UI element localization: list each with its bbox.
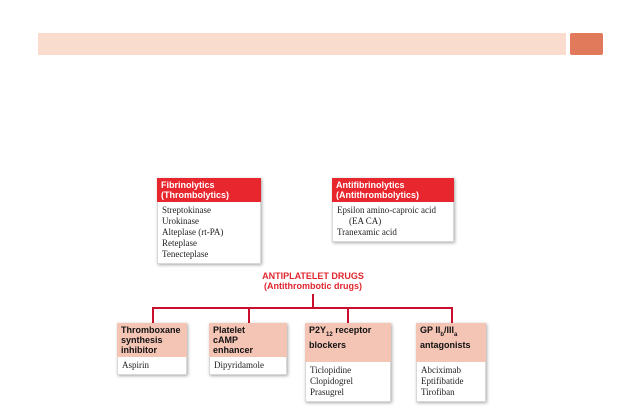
connector-horizontal — [152, 307, 453, 309]
fibrinolytics-header — [157, 178, 261, 202]
fibrinolytics-box — [157, 178, 261, 264]
list-item: Prasugrel — [310, 386, 344, 397]
fibrinolytics-subtitle: (Thrombolytics) — [161, 190, 230, 200]
list-item: Aspirin — [122, 360, 149, 370]
category-title-line: inhibitor — [121, 345, 157, 355]
category-title-line: Platelet — [213, 325, 246, 335]
list-item: Epsilon amino-caproic acid — [337, 205, 436, 215]
category-title-line: synthesis — [121, 335, 163, 345]
list-item: Eptifibatide — [421, 375, 464, 386]
category-header — [209, 323, 287, 357]
category-title-line: Thromboxane — [121, 325, 181, 335]
antiplatelet-title-line2: (Antithrombotic drugs) — [264, 281, 362, 291]
connector-drop-2 — [248, 307, 250, 323]
fibrinolytics-list — [157, 202, 261, 264]
category-list — [117, 357, 187, 375]
category-box-thromboxane — [117, 323, 187, 375]
connector-drop-3 — [347, 307, 349, 323]
connector-drop-1 — [152, 307, 154, 323]
antifibrinolytics-list — [332, 202, 454, 242]
list-item: Ticlopidine — [310, 364, 352, 375]
category-title-line: antagonists — [420, 339, 471, 350]
antifibrinolytics-box — [332, 178, 454, 242]
antiplatelet-title-line1: ANTIPLATELET DRUGS — [262, 271, 364, 281]
category-title-line: enhancer — [213, 345, 254, 355]
list-item: (EA CA) — [349, 216, 382, 226]
list-item: Tirofiban — [421, 386, 455, 397]
antifibrinolytics-header — [332, 178, 454, 202]
fibrinolytics-title: Fibrinolytics — [161, 180, 215, 190]
connector-stem — [312, 294, 314, 308]
list-item: Urokinase — [162, 216, 199, 226]
category-header — [416, 323, 486, 362]
category-list — [305, 362, 391, 402]
category-box-gp — [416, 323, 486, 402]
antifibrinolytics-title: Antifibrinolytics — [336, 180, 405, 190]
category-header — [117, 323, 187, 357]
category-box-p2y12 — [305, 323, 391, 402]
list-item: Dipyridamole — [214, 360, 264, 370]
category-title-line: GP $II_b/III_a$ — [420, 325, 458, 338]
category-title-line: blockers — [309, 339, 347, 350]
list-item: Abciximab — [421, 364, 461, 375]
category-list — [209, 357, 287, 375]
title-accent — [570, 33, 603, 55]
antiplatelet-title — [240, 271, 386, 291]
category-title-line: cAMP — [213, 335, 239, 345]
list-item: Streptokinase — [162, 205, 211, 215]
list-item: Reteplase — [162, 238, 197, 248]
title-bar — [38, 33, 566, 55]
antifibrinolytics-subtitle: (Antithrombolytics) — [336, 190, 419, 200]
category-title-line: $P2Y_{12}$ receptor — [309, 325, 372, 338]
category-list — [416, 362, 486, 402]
connector-drop-4 — [451, 307, 453, 323]
list-item: Alteplase (rt-PA) — [162, 227, 224, 237]
list-item: Tenecteplase — [162, 249, 209, 259]
category-header — [305, 323, 391, 362]
list-item: Clopidogrel — [310, 375, 353, 386]
category-box-camp — [209, 323, 287, 375]
list-item: Tranexamic acid — [337, 227, 397, 237]
